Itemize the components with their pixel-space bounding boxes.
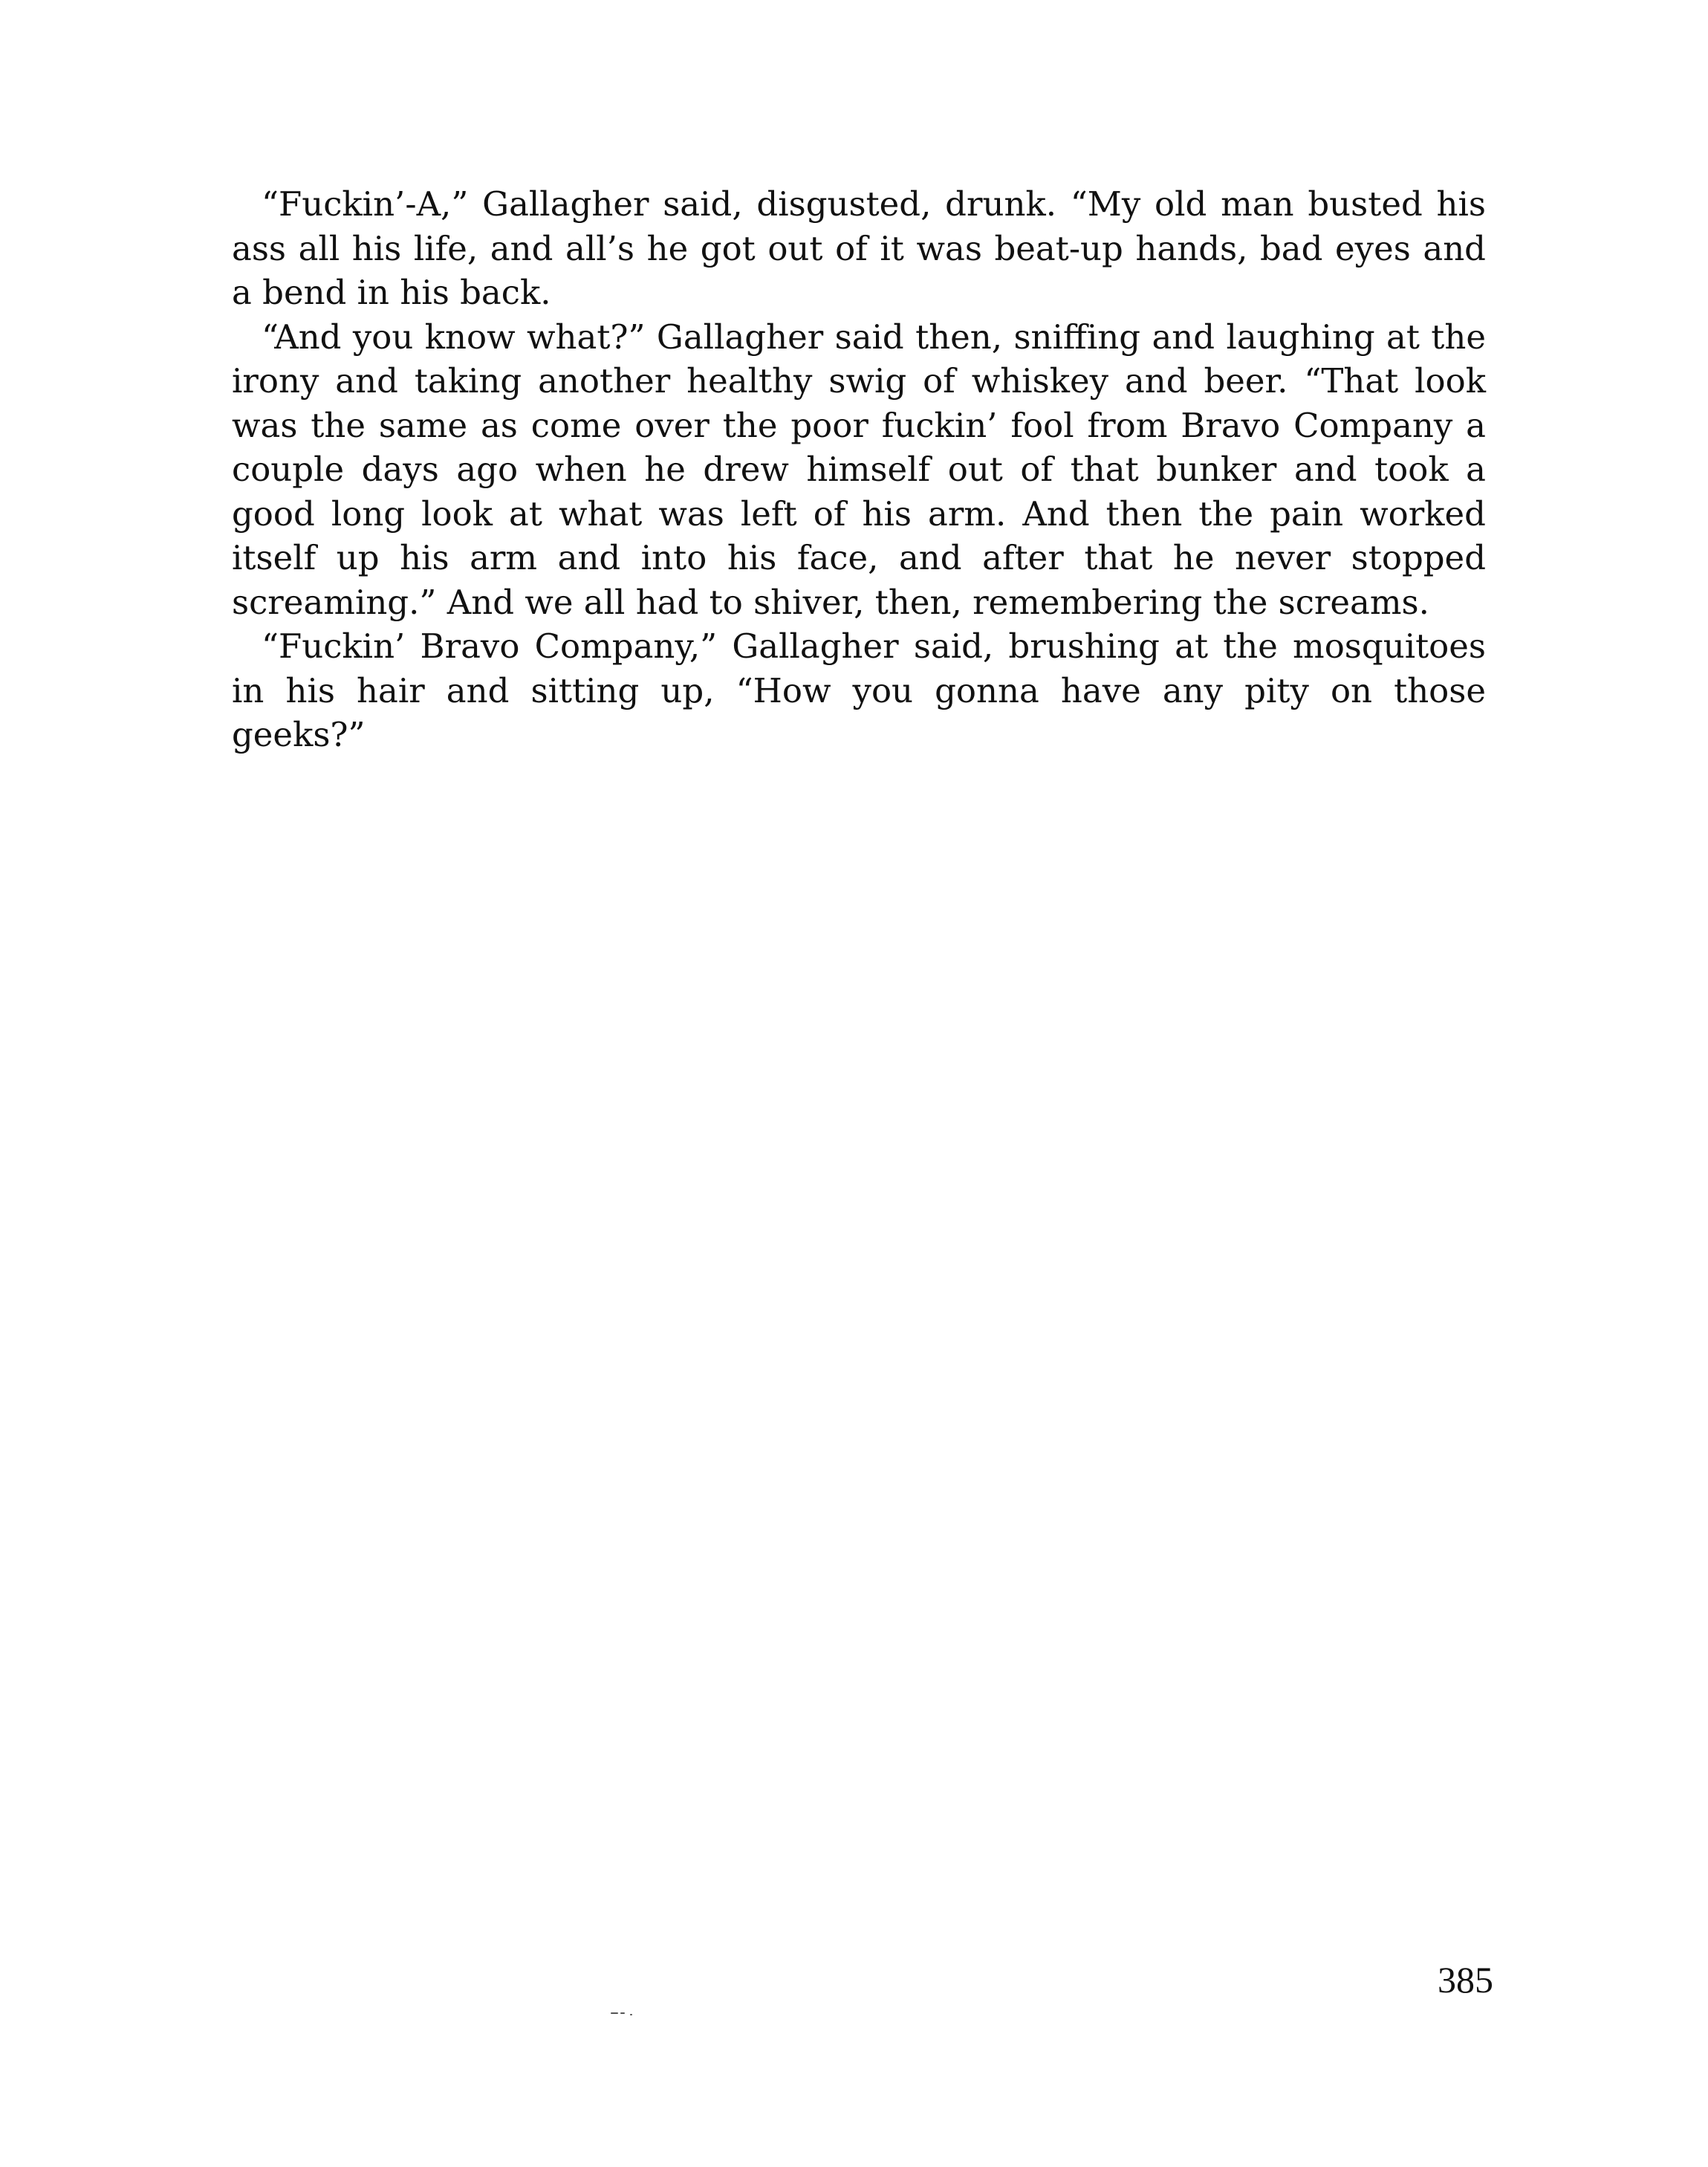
paragraph: “Fuckin’-A,” Gallagher said, disgusted, drunk. “My old man busted his ass all his life, and all’s he got out of it was beat-up hands, bad eyes and a bend in his back. <box>232 184 1486 312</box>
body-text <box>232 182 1486 757</box>
paragraph: “And you know what?” Gallagher said then, sniffing and laughing at the irony and taking another healthy swig of whiskey and beer. “That look was the same as come over the poor fuckin’ fool from Bravo Company a couple days ago when he drew himself out of that bunker and took a good long look at what was left of his arm. And then the pain worked itself up his arm and into his face, and after that he never stopped screaming.” And we all had to shiver, then, remembering the screams. <box>232 317 1486 622</box>
page-number: 385 <box>1438 1959 1493 2001</box>
scan-artifact <box>611 2011 637 2015</box>
paragraph: “Fuckin’ Bravo Company,” Gallagher said, brushing at the mosquitoes in his hair and sitting up, “How you gonna have any pity on those geeks?” <box>232 626 1486 754</box>
